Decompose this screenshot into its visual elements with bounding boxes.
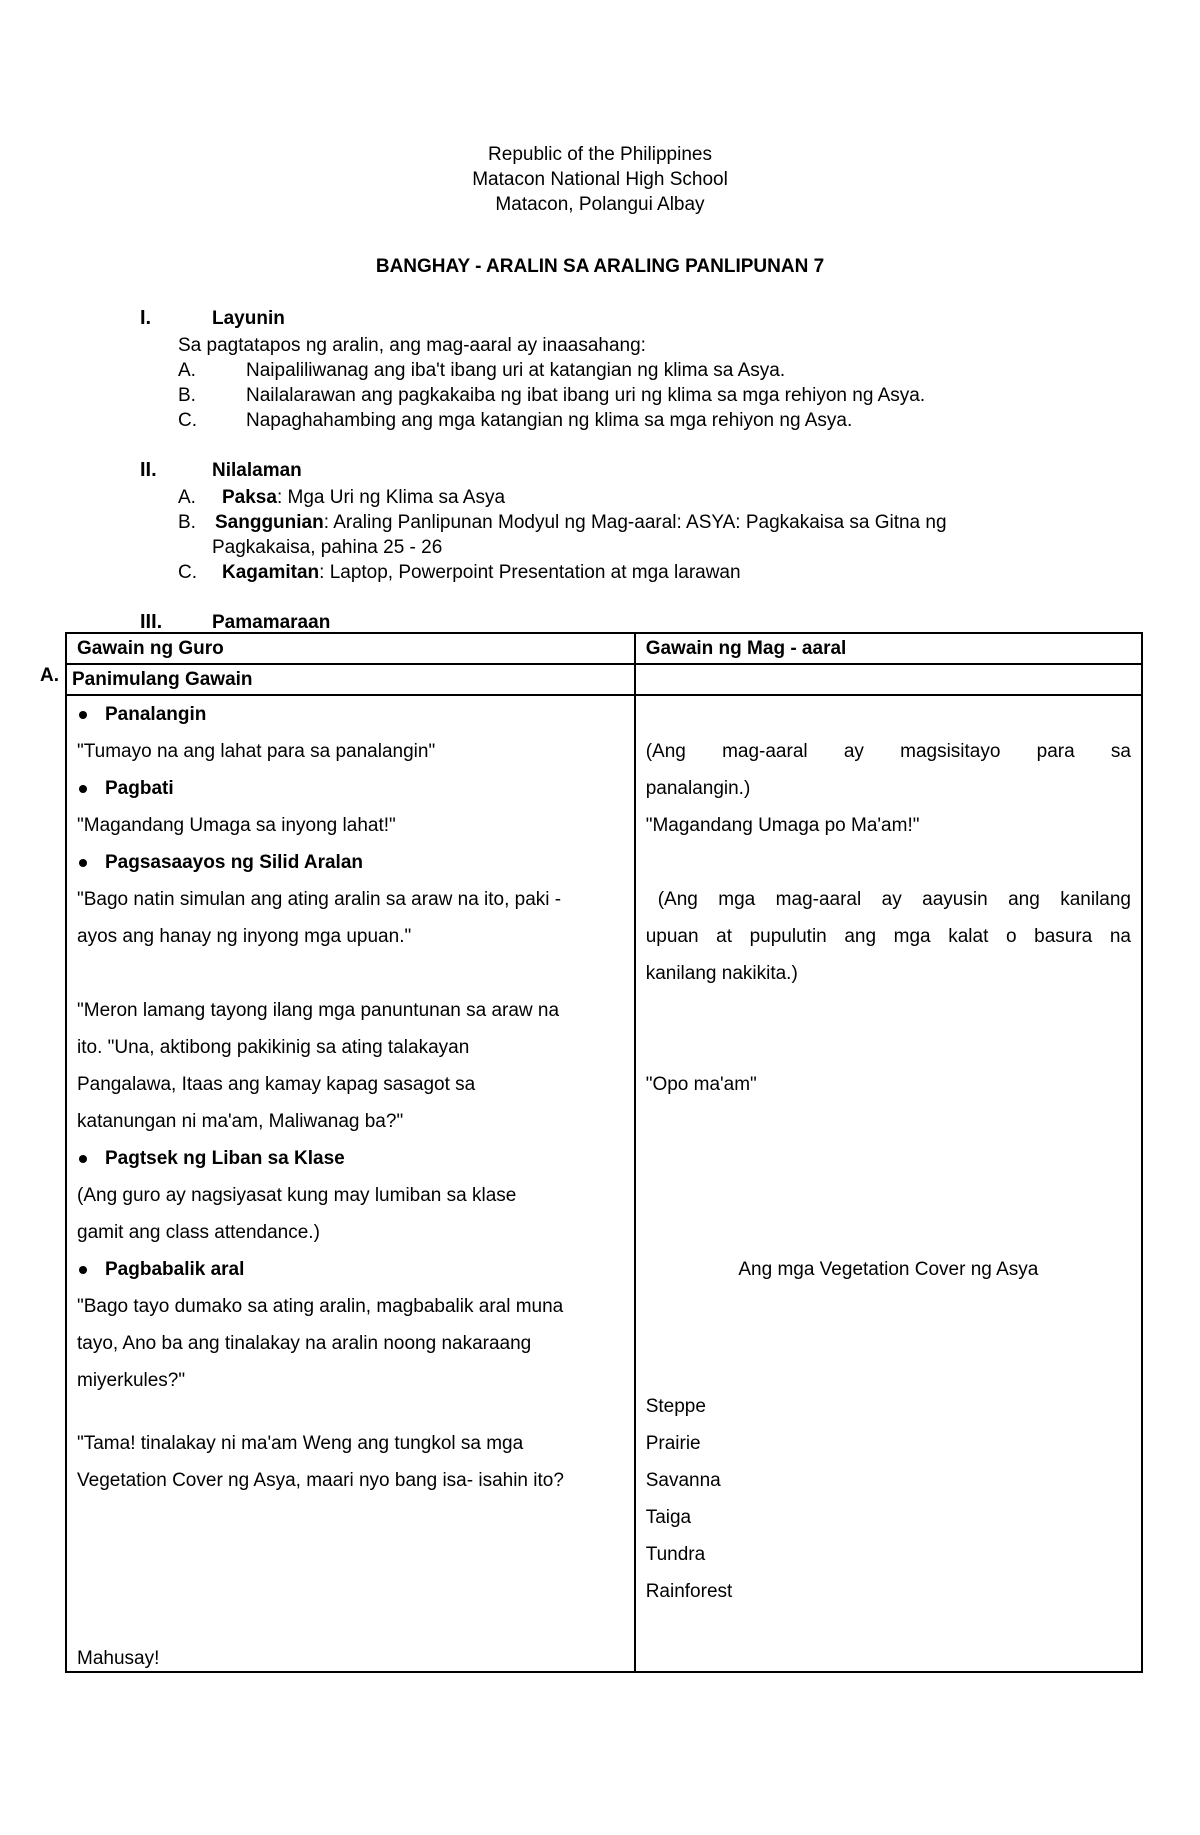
guro-pagbabalik-text-2: tayo, Ano ba ang tinalakay na aralin noong nakaraang	[77, 1333, 532, 1354]
layunin-label-a: A.	[178, 360, 196, 381]
mag-aaral-opo: "Opo ma'am"	[645, 1074, 757, 1095]
guro-panuntunan-2: ito. "Una, aktibong pakikinig sa ating talakayan	[77, 1037, 470, 1058]
sanggunian-label: B.	[178, 512, 196, 533]
sanggunian-line	[215, 510, 947, 535]
vegetation-item: Taiga	[645, 1507, 692, 1528]
bullet-pagbati: Pagbati	[77, 770, 624, 807]
guro-pagsasaayos-text-1: "Bago natin simulan ang ating aralin sa araw na ito, paki -	[77, 889, 562, 910]
layunin-intro: Sa pagtatapos ng aralin, ang mag-aaral ay inaasahang:	[178, 335, 646, 356]
header-republic: Republic of the Philippines	[488, 144, 712, 165]
mag-aaral-activities-cell	[635, 695, 1142, 1672]
section-title-nilalaman: Nilalaman	[212, 460, 302, 481]
guro-tama-text-1: "Tama! tinalakay ni ma'am Weng ang tungkol sa mga	[77, 1433, 524, 1454]
vegetation-item: Rainforest	[645, 1581, 733, 1602]
kagamitan-line	[222, 560, 741, 585]
guro-pagbabalik-text-3: miyerkules?"	[77, 1370, 186, 1391]
section-number-2: II.	[140, 459, 157, 481]
vegetation-item: Savanna	[645, 1470, 721, 1491]
section-title-pamamaraan: Pamamaraan	[212, 612, 331, 633]
lesson-plan-table	[65, 632, 1143, 1673]
section-number-1: I.	[140, 307, 152, 329]
guro-pagsasaayos-text-2: ayos ang hanay ng inyong mga upuan."	[77, 926, 412, 947]
mag-aaral-panalangin-text-2: panalangin.)	[645, 778, 751, 799]
column-header-guro: Gawain ng Guro	[66, 633, 635, 664]
guro-panuntunan-1: "Meron lamang tayong ilang mga panuntunan sa araw na	[77, 1000, 560, 1021]
page-title: BANGHAY - ARALIN SA ARALING PANLIPUNAN 7	[375, 256, 825, 277]
sanggunian-value: : Araling Panlipunan Modyul ng Mag-aaral: ASYA: Pagkakaisa sa Gitna ng	[323, 512, 947, 533]
vegetation-item: Steppe	[645, 1396, 706, 1417]
guro-pagtsek-text-1: (Ang guro ay nagsiyasat kung may lumiban sa klase	[77, 1185, 517, 1206]
guro-tama-text-2: Vegetation Cover ng Asya, maari nyo bang isa- isahin ito?	[77, 1470, 564, 1491]
section-title-layunin: Layunin	[212, 308, 285, 329]
sanggunian-value-cont: Pagkakaisa, pahina 25 - 26	[212, 537, 443, 558]
paksa-label: A.	[178, 487, 196, 508]
guro-pagbati-text: "Magandang Umaga sa inyong lahat!"	[77, 815, 396, 836]
header-school: Matacon National High School	[472, 169, 728, 190]
guro-panalangin-text: "Tumayo na ang lahat para sa panalangin"	[77, 741, 436, 762]
vegetation-item: Prairie	[645, 1433, 701, 1454]
sanggunian-key: Sanggunian	[215, 512, 324, 533]
kagamitan-value: : Laptop, Powerpoint Presentation at mga larawan	[319, 562, 741, 583]
guro-panuntunan-3: Pangalawa, Itaas ang kamay kapag sasagot sa	[77, 1074, 476, 1095]
bullet-pagsasaayos: Pagsasaayos ng Silid Aralan	[77, 844, 624, 881]
bullet-panalangin: Panalangin	[77, 696, 624, 733]
layunin-item-c: Napaghahambing ang mga katangian ng klima sa mga rehiyon ng Asya.	[246, 410, 853, 431]
paksa-line	[222, 485, 505, 510]
layunin-item-a: Naipaliliwanag ang iba't ibang uri at katangian ng klima sa Asya.	[246, 360, 786, 381]
guro-activities-cell	[66, 695, 635, 1672]
section-a-title: Panimulang Gawain	[66, 664, 635, 695]
mag-aaral-aayos-text-3: kanilang nakikita.)	[645, 963, 798, 984]
bullet-pagbabalik: Pagbabalik aral	[77, 1251, 624, 1288]
kagamitan-label: C.	[178, 562, 197, 583]
section-number-3: III.	[140, 611, 163, 633]
header-location: Matacon, Polangui Albay	[495, 194, 705, 215]
vegetation-item: Tundra	[645, 1544, 706, 1565]
layunin-label-c: C.	[178, 410, 197, 431]
mag-aaral-pagbati-text: "Magandang Umaga po Ma'am!"	[645, 815, 920, 836]
section-a-empty-cell	[635, 664, 1142, 695]
kagamitan-key: Kagamitan	[222, 562, 320, 583]
guro-pagtsek-text-2: gamit ang class attendance.)	[77, 1222, 320, 1243]
bullet-pagtsek: Pagtsek ng Liban sa Klase	[77, 1140, 624, 1177]
section-a-label: A.	[40, 665, 59, 686]
column-header-mag-aaral: Gawain ng Mag - aaral	[635, 633, 1142, 664]
guro-panuntunan-4: katanungan ni ma'am, Maliwanag ba?"	[77, 1111, 404, 1132]
mag-aaral-aayos-text-2: upuan at pupulutin ang mga kalat o basura na	[645, 926, 1131, 947]
paksa-key: Paksa	[222, 487, 277, 508]
mag-aaral-vegetation-heading: Ang mga Vegetation Cover ng Asya	[738, 1259, 1039, 1280]
layunin-item-b: Nailalarawan ang pagkakaiba ng ibat ibang uri ng klima sa mga rehiyon ng Asya.	[246, 385, 926, 406]
mag-aaral-aayos-text-1: (Ang mga mag-aaral ay aayusin ang kanilang	[657, 889, 1131, 910]
guro-pagbabalik-text-1: "Bago tayo dumako sa ating aralin, magbabalik aral muna	[77, 1296, 564, 1317]
guro-mahusay: Mahusay!	[77, 1648, 160, 1669]
mag-aaral-panalangin-text-1: (Ang mag-aaral ay magsisitayo para sa	[645, 741, 1131, 762]
paksa-value: : Mga Uri ng Klima sa Asya	[276, 487, 506, 508]
layunin-label-b: B.	[178, 385, 196, 406]
